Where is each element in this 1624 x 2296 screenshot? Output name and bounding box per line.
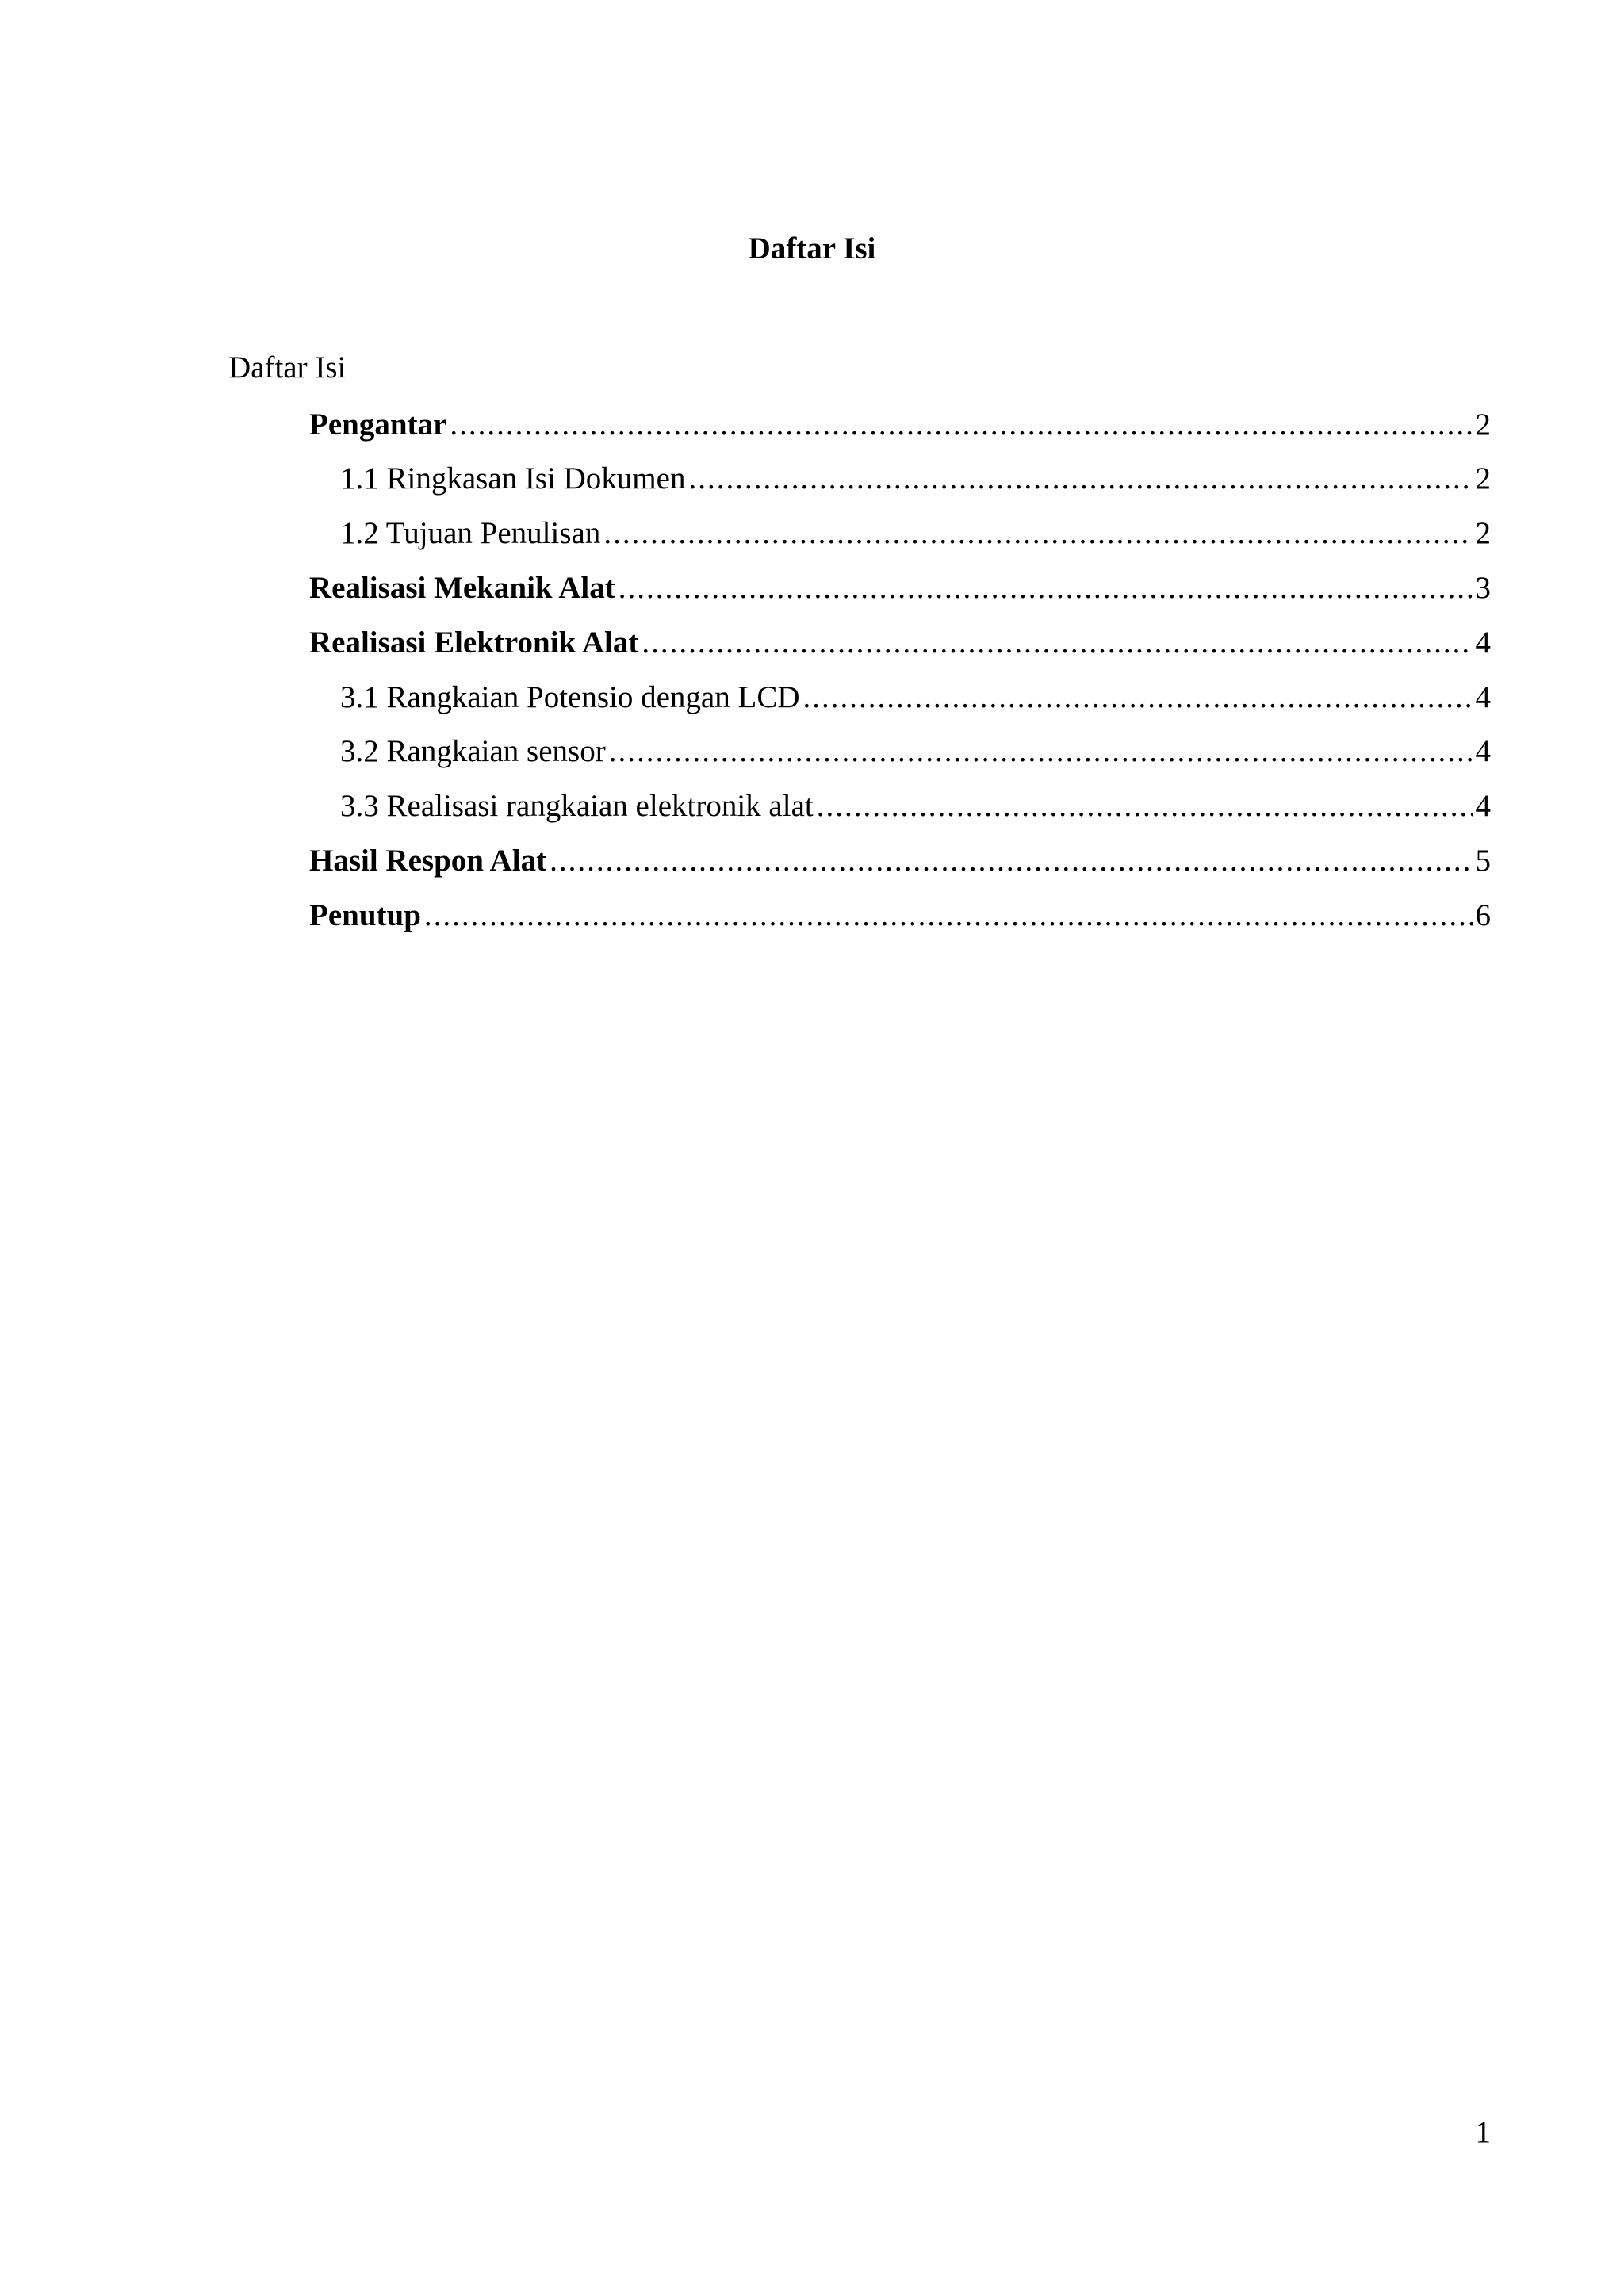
toc-entry-page: 5 bbox=[1475, 844, 1491, 878]
toc-entry-page: 3 bbox=[1475, 571, 1491, 605]
toc-leader-dots bbox=[619, 566, 1473, 610]
toc-entry-label: Hasil Respon Alat bbox=[309, 844, 547, 878]
toc-entry-label: 1.2 Tujuan Penulisan bbox=[340, 516, 601, 550]
toc-entry-rangkaian-potensio-lcd[interactable] bbox=[340, 675, 1491, 720]
toc-entry-label: 1.1 Ringkasan Isi Dokumen bbox=[340, 461, 686, 496]
toc-entry-page: 2 bbox=[1475, 516, 1491, 550]
toc-entry-realisasi-mekanik-alat[interactable] bbox=[309, 566, 1491, 610]
toc-entry-hasil-respon-alat[interactable] bbox=[309, 839, 1491, 883]
toc-entry-label: Realisasi Elektronik Alat bbox=[309, 626, 639, 660]
toc-entry-realisasi-elektronik-alat[interactable] bbox=[309, 621, 1491, 665]
toc-leader-dots bbox=[817, 784, 1473, 828]
toc-leader-dots bbox=[450, 403, 1472, 447]
toc-leader-dots bbox=[688, 457, 1472, 501]
toc-leader-dots bbox=[803, 675, 1473, 720]
toc-entry-tujuan-penulisan[interactable] bbox=[340, 511, 1491, 556]
toc-entry-penutup[interactable] bbox=[309, 894, 1491, 938]
toc-heading: Daftar Isi bbox=[228, 350, 347, 385]
toc-entry-page: 4 bbox=[1475, 626, 1491, 660]
toc-entry-page: 4 bbox=[1475, 680, 1491, 714]
page-title: Daftar Isi bbox=[748, 232, 876, 266]
toc-entry-page: 6 bbox=[1475, 898, 1491, 932]
page-number: 1 bbox=[1475, 2115, 1491, 2149]
toc-entry-label: 3.3 Realisasi rangkaian elektronik alat bbox=[340, 789, 814, 823]
toc-entry-page: 2 bbox=[1475, 408, 1491, 442]
toc-entry-page: 4 bbox=[1475, 734, 1491, 768]
toc-leader-dots bbox=[603, 511, 1472, 556]
toc-entry-realisasi-rangkaian-elektronik[interactable] bbox=[340, 784, 1491, 828]
toc-entry-label: 3.2 Rangkaian sensor bbox=[340, 734, 606, 768]
toc-leader-dots bbox=[424, 894, 1473, 938]
toc-entry-pengantar[interactable] bbox=[309, 403, 1491, 447]
toc-entry-label: Pengantar bbox=[309, 408, 447, 442]
toc-entry-label: Realisasi Mekanik Alat bbox=[309, 571, 615, 605]
toc-entry-page: 2 bbox=[1475, 461, 1491, 496]
toc-entry-rangkaian-sensor[interactable] bbox=[340, 729, 1491, 774]
toc-entry-label: 3.1 Rangkaian Potensio dengan LCD bbox=[340, 680, 800, 714]
toc-leader-dots bbox=[609, 729, 1473, 774]
toc-entry-label: Penutup bbox=[309, 898, 421, 932]
toc-entry-page: 4 bbox=[1475, 789, 1491, 823]
toc-leader-dots bbox=[550, 839, 1472, 883]
toc-leader-dots bbox=[642, 621, 1472, 665]
toc-entry-ringkasan-isi-dokumen[interactable] bbox=[340, 457, 1491, 501]
